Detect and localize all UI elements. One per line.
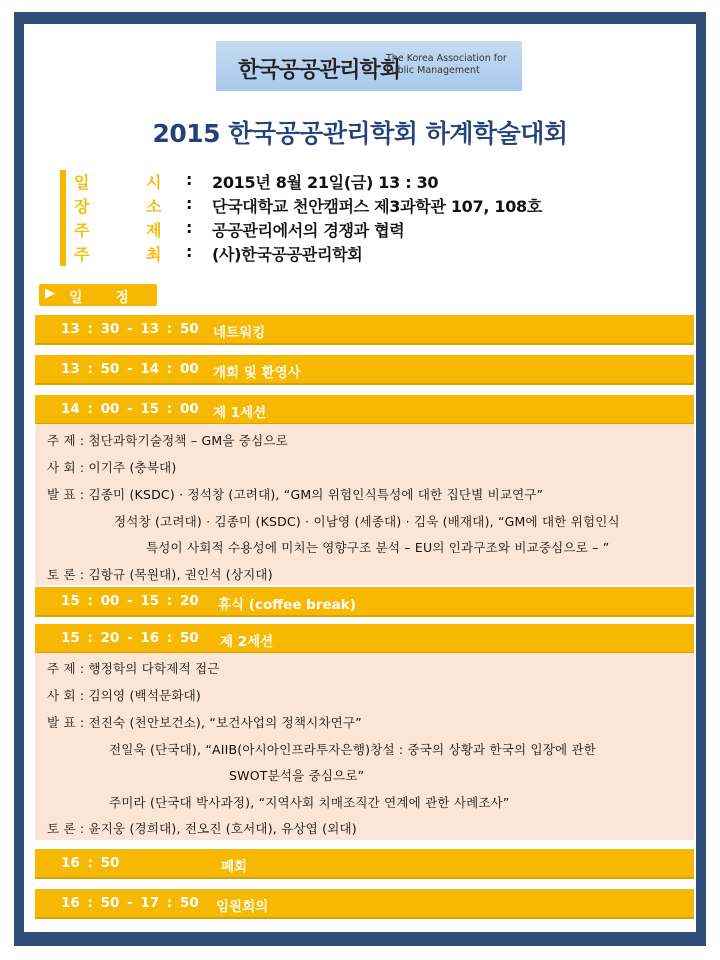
play-arrow-icon: ▶: [45, 286, 55, 301]
bar-time: 13 : 30 - 13 : 50: [61, 321, 199, 337]
bar-label: 네트워킹: [213, 325, 266, 341]
info-key-char: 최: [146, 245, 162, 264]
session-line-presentation: SWOT분석을 중심으로”: [229, 768, 365, 783]
bar-time: 16 : 50 - 17 : 50: [61, 895, 199, 911]
schedule-bar-break: [35, 587, 694, 615]
info-colon: :: [186, 194, 193, 213]
info-colon: :: [186, 242, 193, 261]
poster-body: [24, 24, 696, 932]
association-logo: [216, 41, 522, 91]
info-key-char: 일: [74, 173, 90, 192]
schedule-tag: [39, 284, 157, 306]
session-line-presentation: 발 표 : 전진숙 (천안보건소), “보건사업의 정책시차연구”: [47, 715, 362, 730]
session-line-presentation: 주미라 (단국대 박사과정), “지역사회 치매조직간 연계에 관한 사례조사”: [109, 795, 510, 810]
session-line-theme: 주 제 : 첨단과학기술정책 – GM을 중심으로: [47, 433, 288, 448]
info-key: [74, 194, 174, 217]
info-value: 공공관리에서의 경쟁과 협력: [212, 221, 405, 240]
session-line-chair: 사 회 : 김의영 (백석문화대): [47, 688, 202, 703]
page-title: 2015 한국공공관리학회 하계학술대회: [152, 119, 568, 148]
schedule-bar-board-meeting: [35, 889, 694, 917]
schedule-bar-opening: [35, 355, 694, 383]
schedule-bar-networking: [35, 315, 694, 343]
info-colon: :: [186, 218, 193, 237]
session-line-chair: 사 회 : 이기주 (충북대): [47, 460, 177, 475]
bar-time: 15 : 20 - 16 : 50: [61, 630, 199, 646]
info-key-char: 주: [74, 221, 90, 240]
logo-english-name: [386, 53, 516, 77]
bar-label: 휴식 (coffee break): [218, 597, 356, 613]
session-line-presentation: 특성이 사회적 수용성에 미치는 영향구조 분석 – EU의 인과구조와 비교중심으로 – ”: [146, 540, 610, 555]
info-key: [74, 242, 174, 265]
bar-time: 14 : 00 - 15 : 00: [61, 401, 199, 417]
bar-label: 폐회: [221, 859, 248, 875]
info-value: (사)한국공공관리학회: [212, 245, 363, 264]
session-2-details: [35, 653, 694, 840]
info-value: 2015년 8월 21일(금) 13 : 30: [212, 173, 439, 192]
session-line-presentation: 정석창 (고려대) · 김종미 (KSDC) · 이남영 (세종대) · 김욱 (배재대), “GM에 대한 위험인식: [114, 514, 620, 529]
bar-time: 16 : 50: [61, 855, 120, 871]
session-line-theme: 주 제 : 행정학의 다학제적 접근: [47, 661, 220, 676]
schedule-tag-label: 일 정: [69, 290, 143, 306]
session-line-presentation: 전일욱 (단국대), “AIIB(아시아인프라투자은행)창설 : 중국의 상황과 한국의 입장에 관한: [109, 742, 597, 757]
session-line-discussion: 토 론 : 윤지웅 (경희대), 전오진 (호서대), 유상엽 (외대): [47, 821, 357, 836]
logo-korean-name: 한국공공관리학회: [238, 58, 401, 83]
bar-label: 임원회의: [216, 899, 269, 915]
bar-time: 15 : 00 - 15 : 20: [61, 593, 199, 609]
info-colon: :: [186, 170, 193, 189]
bar-time: 13 : 50 - 14 : 00: [61, 361, 199, 377]
schedule-bar-session-1: [35, 395, 694, 423]
session-1-details: [35, 424, 694, 585]
info-key-char: 시: [146, 173, 162, 192]
info-key: [74, 170, 174, 193]
info-key-char: 주: [74, 245, 90, 264]
bar-label: 제 2세션: [220, 634, 274, 650]
info-key-char: 소: [146, 197, 162, 216]
bar-label: 제 1세션: [213, 405, 267, 421]
info-key-char: 장: [74, 197, 90, 216]
info-value: 단국대학교 천안캠퍼스 제3과학관 107, 108호: [212, 197, 543, 216]
bar-label: 개회 및 환영사: [213, 365, 301, 381]
info-accent-bar: [60, 170, 66, 266]
logo-english-line-2: Public Management: [386, 65, 480, 76]
session-line-presentation: 발 표 : 김종미 (KSDC) · 정석창 (고려대), “GM의 위험인식특성에 대한 집단별 비교연구”: [47, 487, 544, 502]
logo-english-line-1: The Korea Association for: [386, 53, 507, 64]
schedule-bar-closing: [35, 849, 694, 877]
session-line-discussion: 토 론 : 김항규 (목원대), 권인석 (상지대): [47, 567, 273, 582]
schedule-bar-session-2: [35, 624, 694, 652]
info-key-char: 제: [146, 221, 162, 240]
info-key: [74, 218, 174, 241]
